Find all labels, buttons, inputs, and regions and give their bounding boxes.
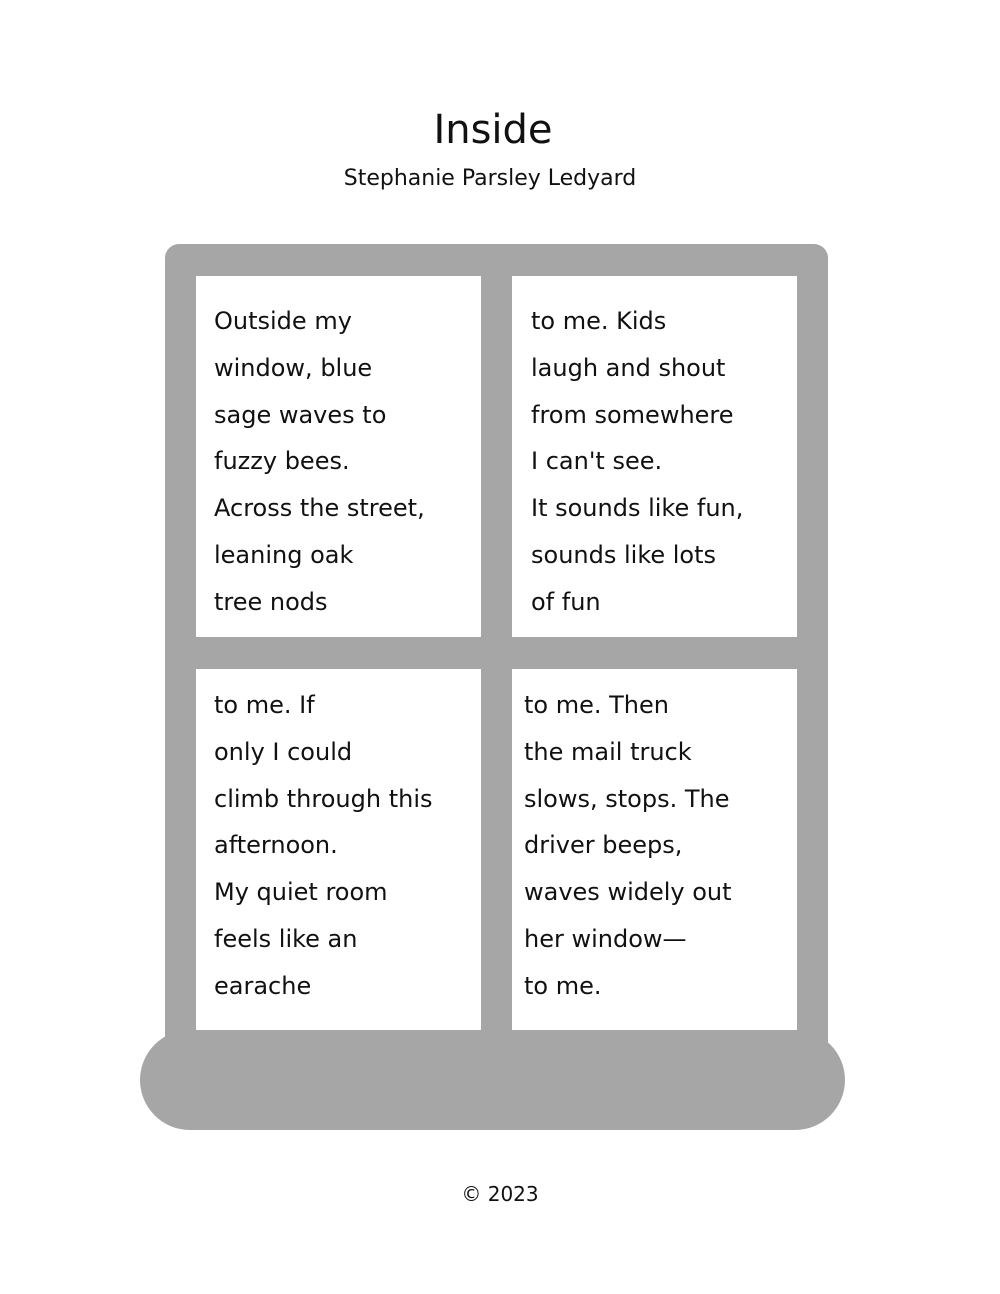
poem-line: My quiet room (214, 878, 388, 907)
poem-line: slows, stops. The (524, 784, 730, 813)
poem-author: Stephanie Parsley Ledyard (343, 166, 637, 191)
window-sill (140, 1030, 845, 1130)
poem-line: waves widely out (524, 878, 732, 907)
poem-line: climb through this (214, 784, 433, 813)
poem-line: laugh and shout (531, 353, 726, 382)
poem-line: Across the street, (214, 494, 425, 523)
poem-line: her window— (524, 924, 687, 953)
window-pane-bottom-left (196, 669, 481, 1030)
poem-line: the mail truck (524, 737, 692, 766)
copyright-notice: © 2023 (461, 1182, 539, 1206)
poem-line: It sounds like fun, (531, 494, 744, 523)
poem-line: window, blue (214, 353, 373, 382)
poem-line: Outside my (214, 307, 352, 335)
poem-line: afternoon. (214, 831, 338, 860)
poem-line: leaning oak (214, 540, 354, 569)
poem-line: to me. Then (524, 691, 669, 719)
poem-line: of fun (531, 587, 601, 616)
poem-line: to me. Kids (531, 307, 667, 335)
poem-line: from somewhere (531, 400, 734, 429)
poem-line: fuzzy bees. (214, 447, 350, 476)
poem-line: to me. (524, 971, 602, 1000)
poem-line: tree nods (214, 587, 328, 616)
poem-title: Inside (433, 107, 553, 153)
poem-line: earache (214, 971, 312, 1000)
window-pane-bottom-right (512, 669, 797, 1030)
window-pane-top-left (196, 276, 481, 637)
poem-line: to me. If (214, 691, 315, 719)
poem-line: I can't see. (531, 447, 663, 476)
poem-line: feels like an (214, 924, 358, 953)
poem-line: sounds like lots (531, 540, 717, 569)
poem-line: sage waves to (214, 400, 387, 429)
poem-line: driver beeps, (524, 831, 683, 860)
poem-line: only I could (214, 737, 353, 766)
window-pane-top-right (512, 276, 797, 637)
